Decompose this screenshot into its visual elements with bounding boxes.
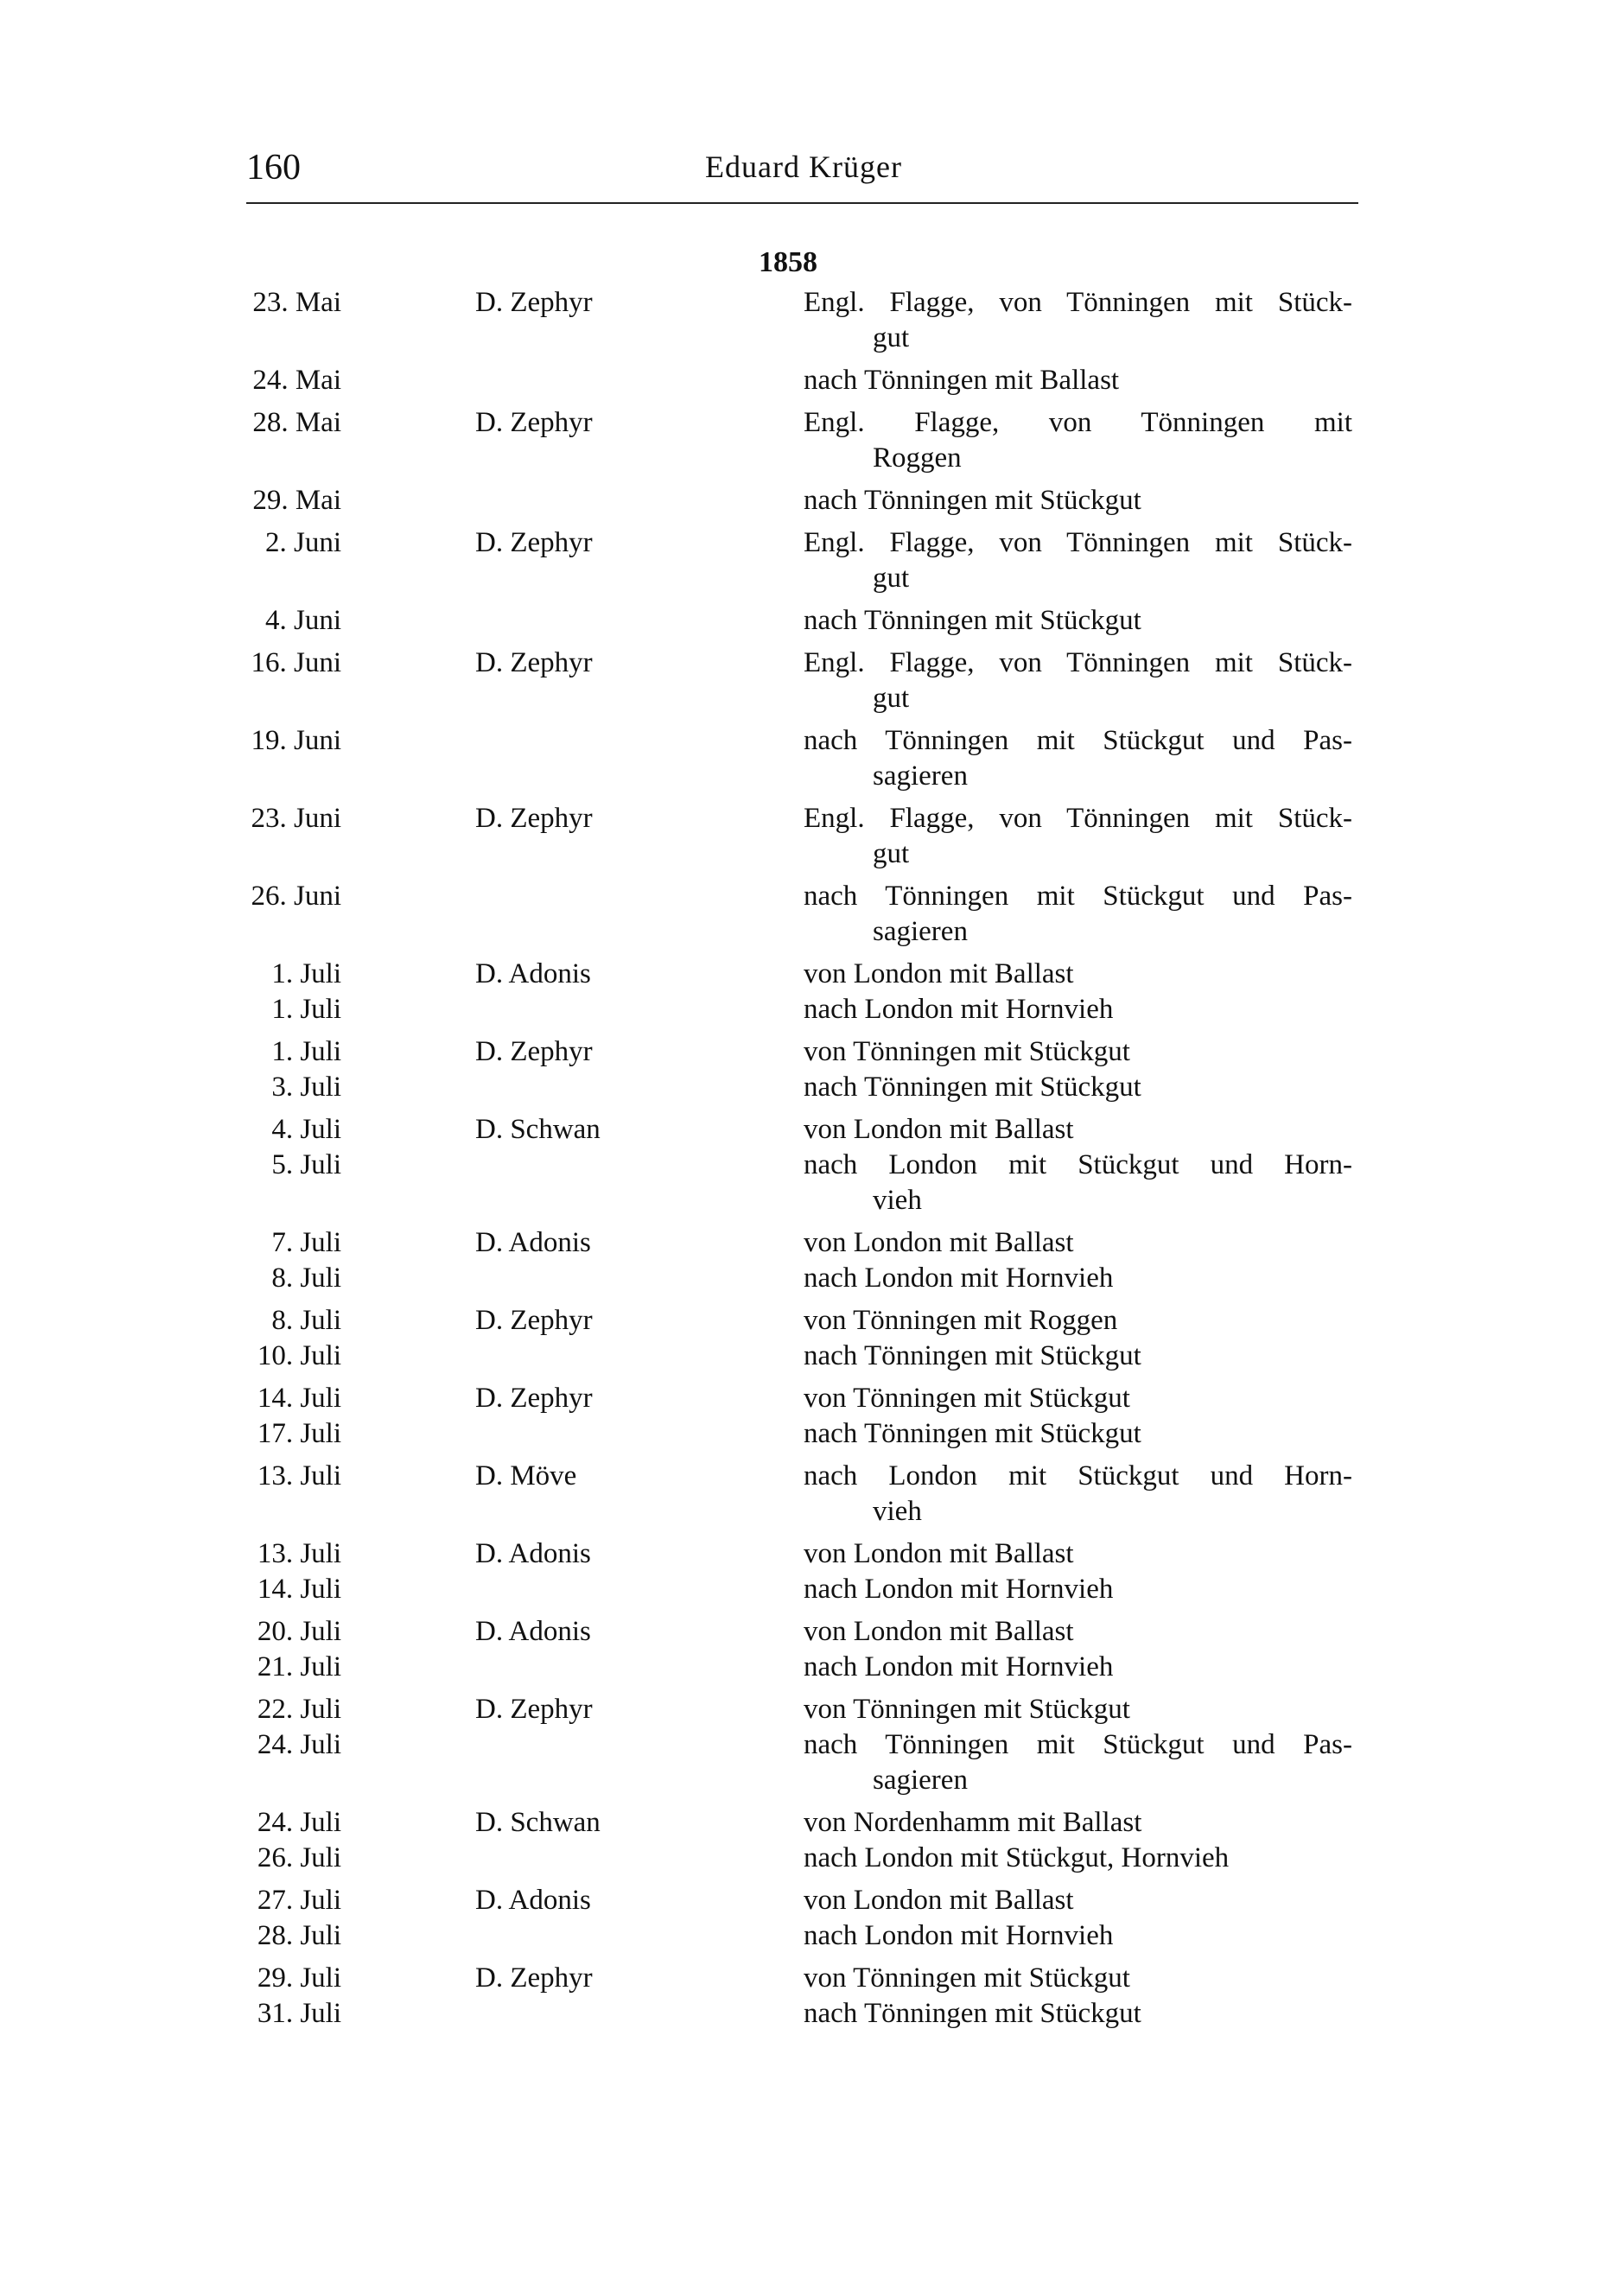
row-date: 24. Mai [252,365,341,396]
row-date: 19. Juni [251,725,341,756]
row-date: 10. Juli [257,1340,341,1371]
table-row [0,1148,1602,1218]
row-route [804,1381,1352,1416]
route-continuation: gut [873,838,910,869]
row-route [804,801,1352,872]
row-ship: D. Zephyr [475,287,593,318]
row-route [804,1883,1352,1918]
table-row [0,1572,1602,1607]
table-row [0,992,1602,1027]
row-route [804,1572,1352,1607]
row-ship: D. Zephyr [475,1962,593,1994]
table-row [0,1261,1602,1296]
row-ship: D. Schwan [475,1114,601,1145]
route-line: Engl. Flagge, von Tönningen mit Stück- [804,647,1352,678]
row-date: 22. Juli [257,1694,341,1725]
row-date: 27. Juli [257,1885,341,1916]
row-route [804,1339,1352,1374]
row-route [804,525,1352,596]
row-route [804,1805,1352,1841]
page-number: 160 [246,148,301,188]
row-route [804,1416,1352,1452]
row-ship: D. Zephyr [475,1036,593,1067]
row-date: 29. Mai [252,485,341,516]
table-row [0,1883,1602,1918]
row-date: 17. Juli [257,1418,341,1449]
route-line: Engl. Flagge, von Tönningen mit Stück- [804,803,1352,834]
table-row [0,957,1602,992]
row-date: 31. Juli [257,1998,341,2029]
row-route [804,1459,1352,1530]
row-route [804,1996,1352,2032]
row-ship: D. Möve [475,1460,577,1491]
route-line: nach Tönningen mit Stückgut [804,1998,1141,2029]
route-line: nach London mit Hornvieh [804,1574,1114,1605]
route-line: Engl. Flagge, von Tönningen mit Stück- [804,287,1352,318]
route-continuation: vieh [873,1496,922,1527]
table-row [0,1416,1602,1452]
row-route [804,1261,1352,1296]
row-route [804,1918,1352,1954]
route-line: nach Tönningen mit Ballast [804,365,1120,396]
row-route [804,1614,1352,1650]
row-date: 7. Juli [271,1227,341,1258]
route-line: nach Tönningen mit Stückgut [804,1072,1141,1103]
row-route [804,879,1352,950]
table-row [0,603,1602,639]
route-line: nach London mit Hornvieh [804,1920,1114,1951]
table-row [0,1536,1602,1572]
row-ship: D. Zephyr [475,1383,593,1414]
route-line: von Tönningen mit Stückgut [804,1383,1130,1414]
table-row [0,1727,1602,1798]
row-route [804,285,1352,356]
row-route [804,483,1352,518]
table-row [0,1381,1602,1416]
route-line: von Tönningen mit Stückgut [804,1962,1130,1994]
row-date: 24. Juli [257,1807,341,1838]
row-ship: D. Zephyr [475,647,593,678]
table-row [0,1692,1602,1727]
route-line: von Tönningen mit Stückgut [804,1694,1130,1725]
table-row [0,285,1602,356]
row-route [804,992,1352,1027]
route-line: nach Tönningen mit Stückgut [804,485,1141,516]
year-heading: 1858 [759,246,817,278]
row-date: 24. Juli [257,1729,341,1760]
row-date: 20. Juli [257,1616,341,1647]
row-date: 1. Juli [271,1036,341,1067]
row-route [804,363,1352,398]
route-line: von London mit Ballast [804,1538,1074,1569]
table-row [0,646,1602,716]
row-date: 8. Juli [271,1305,341,1336]
row-date: 3. Juli [271,1072,341,1103]
row-ship: D. Zephyr [475,407,593,438]
row-date: 28. Mai [252,407,341,438]
row-route [804,1303,1352,1339]
row-ship: D. Adonis [475,1538,591,1569]
row-date: 26. Juni [251,881,341,912]
route-continuation: sagieren [873,916,968,947]
table-row [0,723,1602,794]
route-line: von Tönningen mit Stückgut [804,1036,1130,1067]
row-route [804,1536,1352,1572]
route-line: nach Tönningen mit Stückgut [804,605,1141,636]
route-continuation: sagieren [873,760,968,792]
route-continuation: vieh [873,1185,922,1216]
route-line: nach Tönningen mit Stückgut [804,1418,1141,1449]
row-date: 14. Juli [257,1574,341,1605]
row-date: 2. Juni [264,527,341,558]
row-ship: D. Adonis [475,958,591,989]
row-date: 1. Juli [271,958,341,989]
row-route [804,1070,1352,1105]
route-continuation: Roggen [873,442,962,474]
route-line: nach London mit Stückgut, Hornvieh [804,1842,1230,1873]
route-line: von London mit Ballast [804,958,1074,989]
row-date: 26. Juli [257,1842,341,1873]
route-continuation: gut [873,322,910,353]
row-route [804,1650,1352,1685]
table-row [0,1841,1602,1876]
row-date: 1. Juli [271,994,341,1025]
row-route [804,957,1352,992]
row-date: 13. Juli [257,1538,341,1569]
route-line: nach Tönningen mit Stückgut und Pas- [804,881,1352,912]
route-line: von Tönningen mit Roggen [804,1305,1118,1336]
row-date: 4. Juni [264,605,341,636]
table-row [0,1918,1602,1954]
route-line: nach Tönningen mit Stückgut und Pas- [804,1729,1352,1760]
row-ship: D. Zephyr [475,1694,593,1725]
row-date: 23. Mai [252,287,341,318]
route-line: nach London mit Stückgut und Horn- [804,1460,1352,1491]
table-row [0,1650,1602,1685]
route-line: nach Tönningen mit Stückgut [804,1340,1141,1371]
row-route [804,1692,1352,1727]
table-row [0,1996,1602,2032]
row-route [804,646,1352,716]
row-ship: D. Adonis [475,1885,591,1916]
route-continuation: gut [873,563,910,594]
row-date: 16. Juni [251,647,341,678]
table-row [0,1961,1602,1996]
row-date: 29. Juli [257,1962,341,1994]
sailing-log-table [0,285,1602,2032]
row-date: 21. Juli [257,1651,341,1682]
table-row [0,1459,1602,1530]
row-route [804,1034,1352,1070]
row-route [804,1225,1352,1261]
row-route [804,1112,1352,1148]
table-row [0,1805,1602,1841]
row-route [804,405,1352,476]
table-row [0,1614,1602,1650]
table-row [0,1303,1602,1339]
row-date: 14. Juli [257,1383,341,1414]
route-continuation: sagieren [873,1765,968,1796]
route-line: von London mit Ballast [804,1227,1074,1258]
table-row [0,363,1602,398]
route-line: nach Tönningen mit Stückgut und Pas- [804,725,1352,756]
table-row [0,1070,1602,1105]
route-line: von Nordenhamm mit Ballast [804,1807,1142,1838]
header-rule [246,202,1358,204]
row-ship: D. Adonis [475,1227,591,1258]
row-date: 4. Juli [271,1114,341,1145]
row-route [804,1727,1352,1798]
table-row [0,1339,1602,1374]
route-line: nach London mit Hornvieh [804,994,1114,1025]
route-line: von London mit Ballast [804,1616,1074,1647]
row-ship: D. Zephyr [475,1305,593,1336]
route-line: nach London mit Stückgut und Horn- [804,1149,1352,1180]
row-date: 5. Juli [271,1149,341,1180]
table-row [0,525,1602,596]
route-line: Engl. Flagge, von Tönningen mit [804,407,1352,438]
table-row [0,483,1602,518]
row-date: 23. Juni [251,803,341,834]
row-route [804,1961,1352,1996]
row-route [804,1841,1352,1876]
route-line: Engl. Flagge, von Tönningen mit Stück- [804,527,1352,558]
row-date: 28. Juli [257,1920,341,1951]
row-route [804,1148,1352,1218]
table-row [0,1112,1602,1148]
row-date: 8. Juli [271,1262,341,1294]
table-row [0,879,1602,950]
row-ship: D. Adonis [475,1616,591,1647]
route-line: nach London mit Hornvieh [804,1262,1114,1294]
row-ship: D. Zephyr [475,803,593,834]
table-row [0,1225,1602,1261]
row-date: 13. Juli [257,1460,341,1491]
route-line: von London mit Ballast [804,1114,1074,1145]
route-continuation: gut [873,683,910,714]
row-ship: D. Zephyr [475,527,593,558]
running-head: Eduard Krüger [705,149,902,184]
row-route [804,723,1352,794]
table-row [0,405,1602,476]
table-row [0,1034,1602,1070]
route-line: nach London mit Hornvieh [804,1651,1114,1682]
row-ship: D. Schwan [475,1807,601,1838]
table-row [0,801,1602,872]
row-route [804,603,1352,639]
route-line: von London mit Ballast [804,1885,1074,1916]
